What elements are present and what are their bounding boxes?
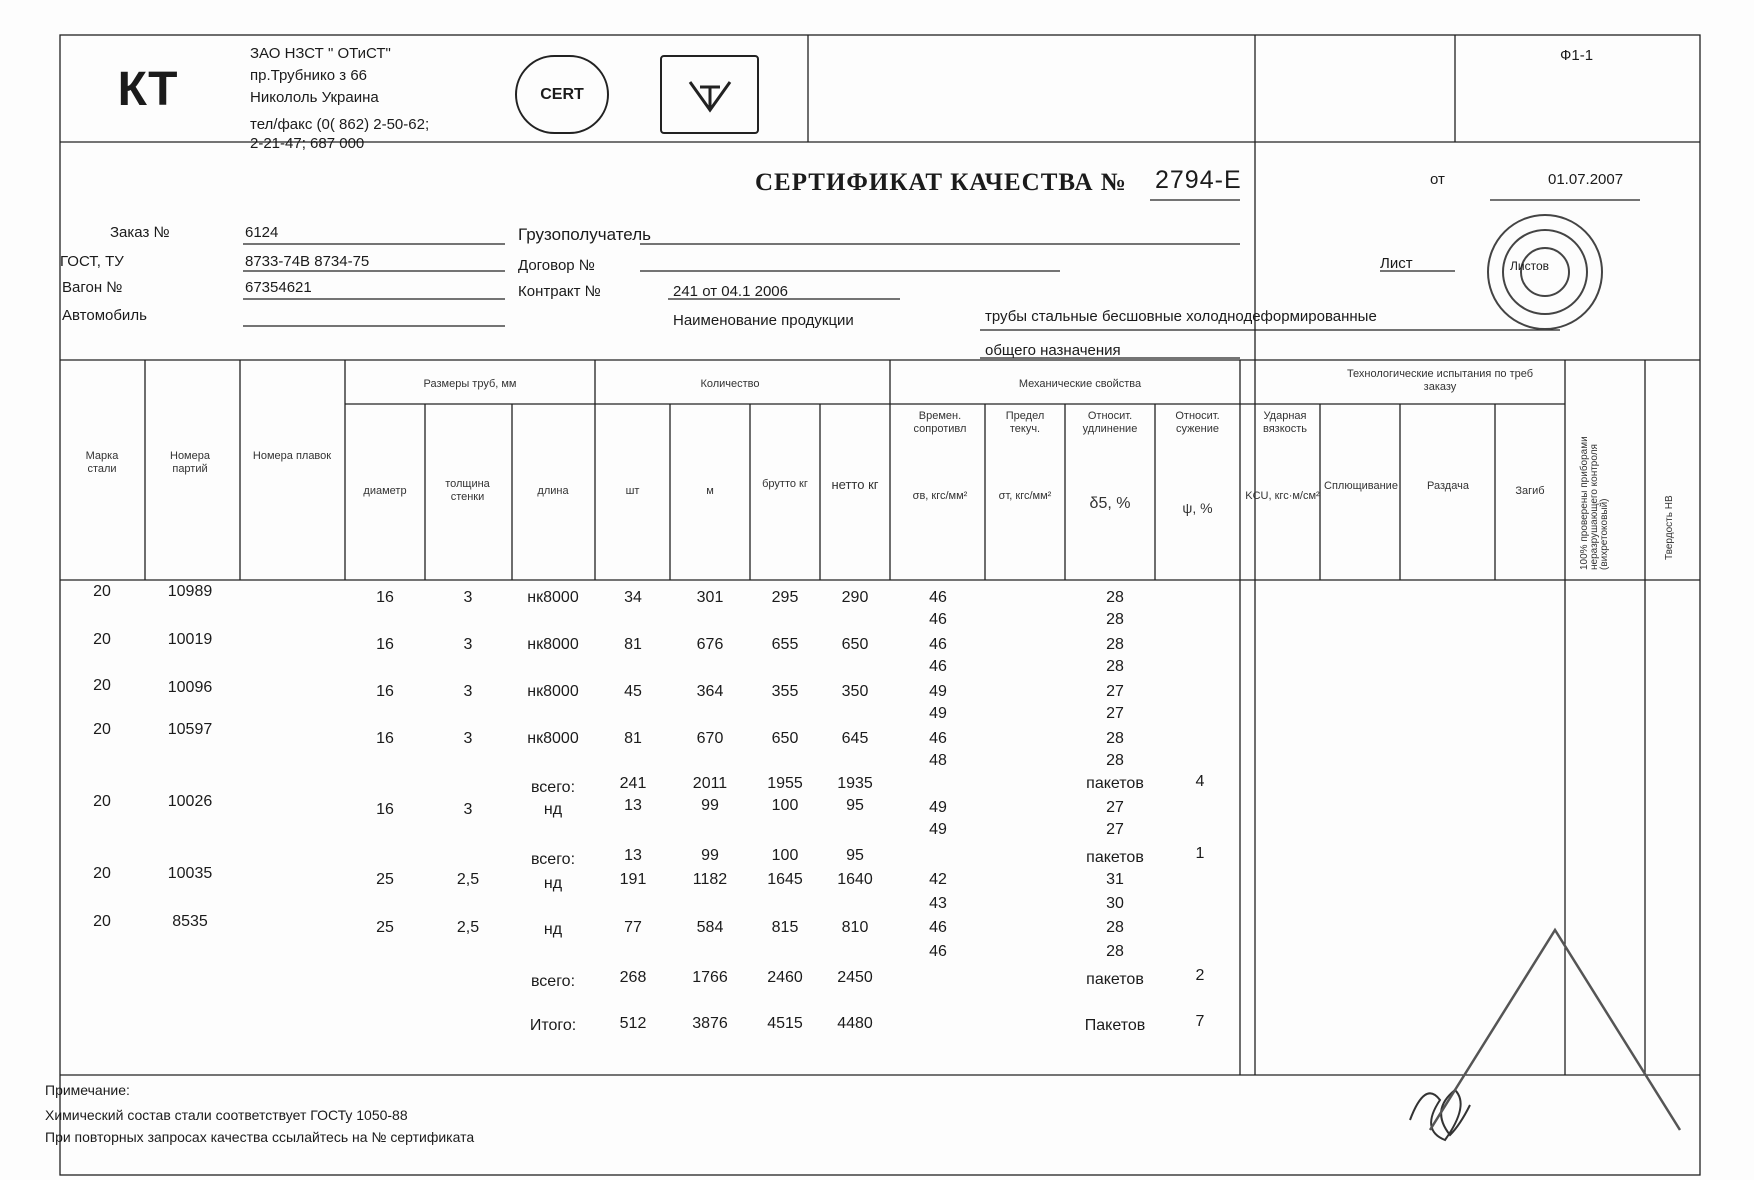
product-value-2: общего назначения <box>985 342 1121 359</box>
cell-wall: 2,5 <box>456 871 480 888</box>
gost-label: ГОСТ, ТУ <box>60 253 124 270</box>
cell-length: нд <box>543 921 563 938</box>
cell-pcs: 34 <box>624 589 642 606</box>
order-value: 6124 <box>245 224 279 241</box>
cell-length: нк8000 <box>527 636 579 653</box>
col-heat: Номера плавок <box>252 450 332 462</box>
company-phone-2: 2-21-47; 687 000 <box>250 135 365 152</box>
cell-elong: 28 <box>1106 658 1124 675</box>
certificate-number: 2794-Е <box>1155 166 1242 194</box>
cell-length: нк8000 <box>527 730 579 747</box>
col-mech: Механические свойства <box>1018 378 1142 390</box>
cell-net: 650 <box>841 636 869 653</box>
cell-diameter: 16 <box>376 683 394 700</box>
subtotal-pcs: 241 <box>619 775 647 792</box>
cell-pcs: 81 <box>624 730 642 747</box>
subtotal-pcs: 268 <box>619 969 647 986</box>
cell-length: нд <box>543 875 563 892</box>
cell-gross: 100 <box>771 797 799 814</box>
cell-tensile: 46 <box>929 730 947 747</box>
cell-tensile: 42 <box>929 871 947 888</box>
logo-text: КТ <box>117 62 178 116</box>
cell-pcs: 45 <box>624 683 642 700</box>
subtotal-net: 2450 <box>837 969 873 986</box>
company-phone: тел/факс (0( 862) 2-50-62; <box>250 116 430 133</box>
certificate-title: СЕРТИФИКАТ КАЧЕСТВА № <box>755 169 1127 196</box>
cell-net: 95 <box>846 797 864 814</box>
auto-label: Автомобиль <box>62 307 147 324</box>
certificate-date: 01.07.2007 <box>1548 171 1624 188</box>
total-pk: 7 <box>1195 1013 1205 1030</box>
cell-net: 645 <box>841 730 869 747</box>
cell-elong: 28 <box>1106 943 1124 960</box>
cell-steel: 20 <box>93 865 111 882</box>
cell-elong: 28 <box>1106 730 1124 747</box>
col-ndt: 100% проверены приборами неразрушающего контроля (вихретоковый) <box>1579 436 1610 570</box>
order-label: Заказ № <box>110 224 170 241</box>
cell-elong: 31 <box>1106 871 1124 888</box>
col-steel: Марка стали <box>85 450 119 475</box>
certificate-from-label: от <box>1430 171 1445 188</box>
col-sizes: Размеры труб, мм <box>423 378 517 390</box>
col-bend: Загиб <box>1515 485 1545 497</box>
product-label: Наименование продукции <box>673 312 854 329</box>
col-batch: Номера партий <box>170 450 210 475</box>
cell-m: 364 <box>696 683 724 700</box>
subtotal-label: всего: <box>530 851 576 868</box>
cell-gross: 815 <box>771 919 799 936</box>
col-yield: Предел текуч. <box>1005 410 1045 435</box>
cell-length: нк8000 <box>527 589 579 606</box>
cell-length: нк8000 <box>527 683 579 700</box>
col-pcs: шт <box>625 485 640 497</box>
subtotal-net: 95 <box>846 847 864 864</box>
cell-pcs: 77 <box>624 919 642 936</box>
cell-wall: 2,5 <box>456 919 480 936</box>
contract-label: Договор № <box>518 257 595 274</box>
sheets-label: Листов <box>1510 259 1549 273</box>
subtotal-gross: 100 <box>771 847 799 864</box>
col-tech: Технологические испытания по треб заказу <box>1346 368 1534 393</box>
subtotal-pk: 4 <box>1195 773 1205 790</box>
cell-gross: 650 <box>771 730 799 747</box>
cell-batch: 10096 <box>167 679 213 696</box>
col-tensile: Времен. сопротивл <box>913 410 967 435</box>
subtotal-pk: 1 <box>1195 845 1205 862</box>
cell-tensile: 49 <box>929 705 947 722</box>
cell-tensile: 49 <box>929 821 947 838</box>
company-city: Никололь Украина <box>250 89 379 106</box>
cell-tensile: 46 <box>929 919 947 936</box>
cell-elong: 27 <box>1106 683 1124 700</box>
cell-tensile: 46 <box>929 658 947 675</box>
col-elong-unit: δ5, % <box>1089 495 1131 512</box>
cell-gross: 355 <box>771 683 799 700</box>
cell-elong: 28 <box>1106 752 1124 769</box>
cell-net: 810 <box>841 919 869 936</box>
sheet-label: Лист <box>1380 255 1413 272</box>
gost-value: 8733-74В 8734-75 <box>245 253 370 270</box>
subtotal-pk-label: пакетов <box>1086 971 1144 988</box>
company-address: пр.Трубнико з 66 <box>250 67 368 84</box>
cell-pcs: 13 <box>624 797 642 814</box>
cell-elong: 27 <box>1106 821 1124 838</box>
col-qty: Количество <box>700 378 760 390</box>
col-length: длина <box>537 485 569 497</box>
cell-net: 1640 <box>837 871 873 888</box>
consignee-label: Грузополучатель <box>518 225 651 244</box>
contract2-value: 241 от 04.1 2006 <box>673 283 788 300</box>
cell-steel: 20 <box>93 913 111 930</box>
form-code: Ф1-1 <box>1560 47 1594 64</box>
quality-mark-icon <box>660 55 759 134</box>
col-expand: Раздача <box>1427 480 1469 492</box>
cell-m: 676 <box>696 636 724 653</box>
cell-wall: 3 <box>463 801 473 818</box>
subtotal-pk-label: пакетов <box>1086 849 1144 866</box>
wagon-label: Вагон № <box>62 279 123 296</box>
cell-elong: 28 <box>1106 589 1124 606</box>
cert-logo <box>515 55 609 134</box>
cell-tensile: 48 <box>929 752 947 769</box>
cell-net: 350 <box>841 683 869 700</box>
cell-diameter: 16 <box>376 589 394 606</box>
col-flatten: Сплющивание <box>1324 480 1398 492</box>
cell-batch: 10989 <box>167 583 213 600</box>
total-label: Итого: <box>529 1017 577 1034</box>
notes-line-2: При повторных запросах качества ссылайтесь на № сертификата <box>45 1129 475 1145</box>
cell-m: 1182 <box>692 871 728 888</box>
cell-tensile: 49 <box>929 683 947 700</box>
col-hardness: Твердость НВ <box>1664 495 1675 560</box>
col-wall: толщина стенки <box>445 478 490 503</box>
cell-tensile: 46 <box>929 589 947 606</box>
cell-m: 99 <box>701 797 719 814</box>
product-value: трубы стальные бесшовные холоднодеформированные <box>985 308 1377 325</box>
col-contr: Относит. сужение <box>1175 410 1220 435</box>
col-impact: Ударная вязкость <box>1262 410 1308 435</box>
cell-diameter: 16 <box>376 801 394 818</box>
cell-m: 670 <box>696 730 724 747</box>
subtotal-pk: 2 <box>1195 967 1205 984</box>
subtotal-net: 1935 <box>837 775 873 792</box>
cell-batch: 10019 <box>167 631 213 648</box>
cell-tensile: 46 <box>929 636 947 653</box>
cell-tensile: 46 <box>929 943 947 960</box>
cell-wall: 3 <box>463 730 473 747</box>
total-net: 4480 <box>837 1015 873 1032</box>
cell-wall: 3 <box>463 589 473 606</box>
subtotal-pcs: 13 <box>624 847 642 864</box>
subtotal-m: 2011 <box>692 775 728 792</box>
cell-m: 301 <box>696 589 724 606</box>
company-name: ЗАО НЗСТ " ОТиСТ" <box>250 45 391 62</box>
cell-m: 584 <box>696 919 724 936</box>
notes-title: Примечание: <box>45 1082 130 1098</box>
cell-steel: 20 <box>93 631 111 648</box>
cell-pcs: 191 <box>619 871 647 888</box>
cell-batch: 8535 <box>172 913 208 930</box>
subtotal-m: 99 <box>701 847 719 864</box>
cell-elong: 28 <box>1106 919 1124 936</box>
subtotal-label: всего: <box>530 973 576 990</box>
cell-gross: 655 <box>771 636 799 653</box>
cell-diameter: 25 <box>376 871 394 888</box>
col-contr-unit: ψ, % <box>1182 500 1213 516</box>
cell-batch: 10597 <box>167 721 213 738</box>
total-pk-label: Пакетов <box>1084 1017 1146 1034</box>
cell-elong: 27 <box>1106 705 1124 722</box>
contract2-label: Контракт № <box>518 283 601 300</box>
cell-steel: 20 <box>93 793 111 810</box>
cell-diameter: 16 <box>376 636 394 653</box>
subtotal-pk-label: пакетов <box>1086 775 1144 792</box>
notes-line-1: Химический состав стали соответствует ГОСТу 1050-88 <box>45 1107 408 1123</box>
subtotal-gross: 1955 <box>767 775 803 792</box>
cell-batch: 10035 <box>167 865 213 882</box>
subtotal-m: 1766 <box>692 969 728 986</box>
cell-net: 290 <box>841 589 869 606</box>
cell-elong: 30 <box>1106 895 1124 912</box>
cell-tensile: 46 <box>929 611 947 628</box>
col-elong: Относит. удлинение <box>1082 410 1138 435</box>
total-pcs: 512 <box>619 1015 647 1032</box>
cell-batch: 10026 <box>167 793 213 810</box>
cell-pcs: 81 <box>624 636 642 653</box>
cell-tensile: 43 <box>929 895 947 912</box>
col-yield-unit: σт, кгс/мм² <box>998 490 1052 502</box>
cell-steel: 20 <box>93 583 111 600</box>
col-gross: брутто кг <box>762 478 808 490</box>
cell-elong: 28 <box>1106 611 1124 628</box>
col-impact-unit: KCU, кгс·м/см² <box>1245 490 1320 502</box>
cell-wall: 3 <box>463 636 473 653</box>
cert-logo-text: CERT <box>540 85 584 103</box>
company-logo <box>100 52 195 127</box>
cell-steel: 20 <box>93 677 111 694</box>
cell-gross: 1645 <box>767 871 803 888</box>
col-m: м <box>706 485 714 497</box>
wagon-value: 67354621 <box>245 279 312 296</box>
cell-diameter: 25 <box>376 919 394 936</box>
col-diameter: диаметр <box>363 485 407 497</box>
col-tensile-unit: σв, кгс/мм² <box>912 490 968 502</box>
subtotal-label: всего: <box>530 779 576 796</box>
cell-diameter: 16 <box>376 730 394 747</box>
cell-elong: 28 <box>1106 636 1124 653</box>
cell-steel: 20 <box>93 721 111 738</box>
cell-tensile: 49 <box>929 799 947 816</box>
cell-wall: 3 <box>463 683 473 700</box>
cell-length: нд <box>543 801 563 818</box>
col-net: нетто кг <box>831 477 879 492</box>
subtotal-gross: 2460 <box>767 969 803 986</box>
cell-elong: 27 <box>1106 799 1124 816</box>
total-gross: 4515 <box>767 1015 803 1032</box>
total-m: 3876 <box>692 1015 728 1032</box>
cell-gross: 295 <box>771 589 799 606</box>
